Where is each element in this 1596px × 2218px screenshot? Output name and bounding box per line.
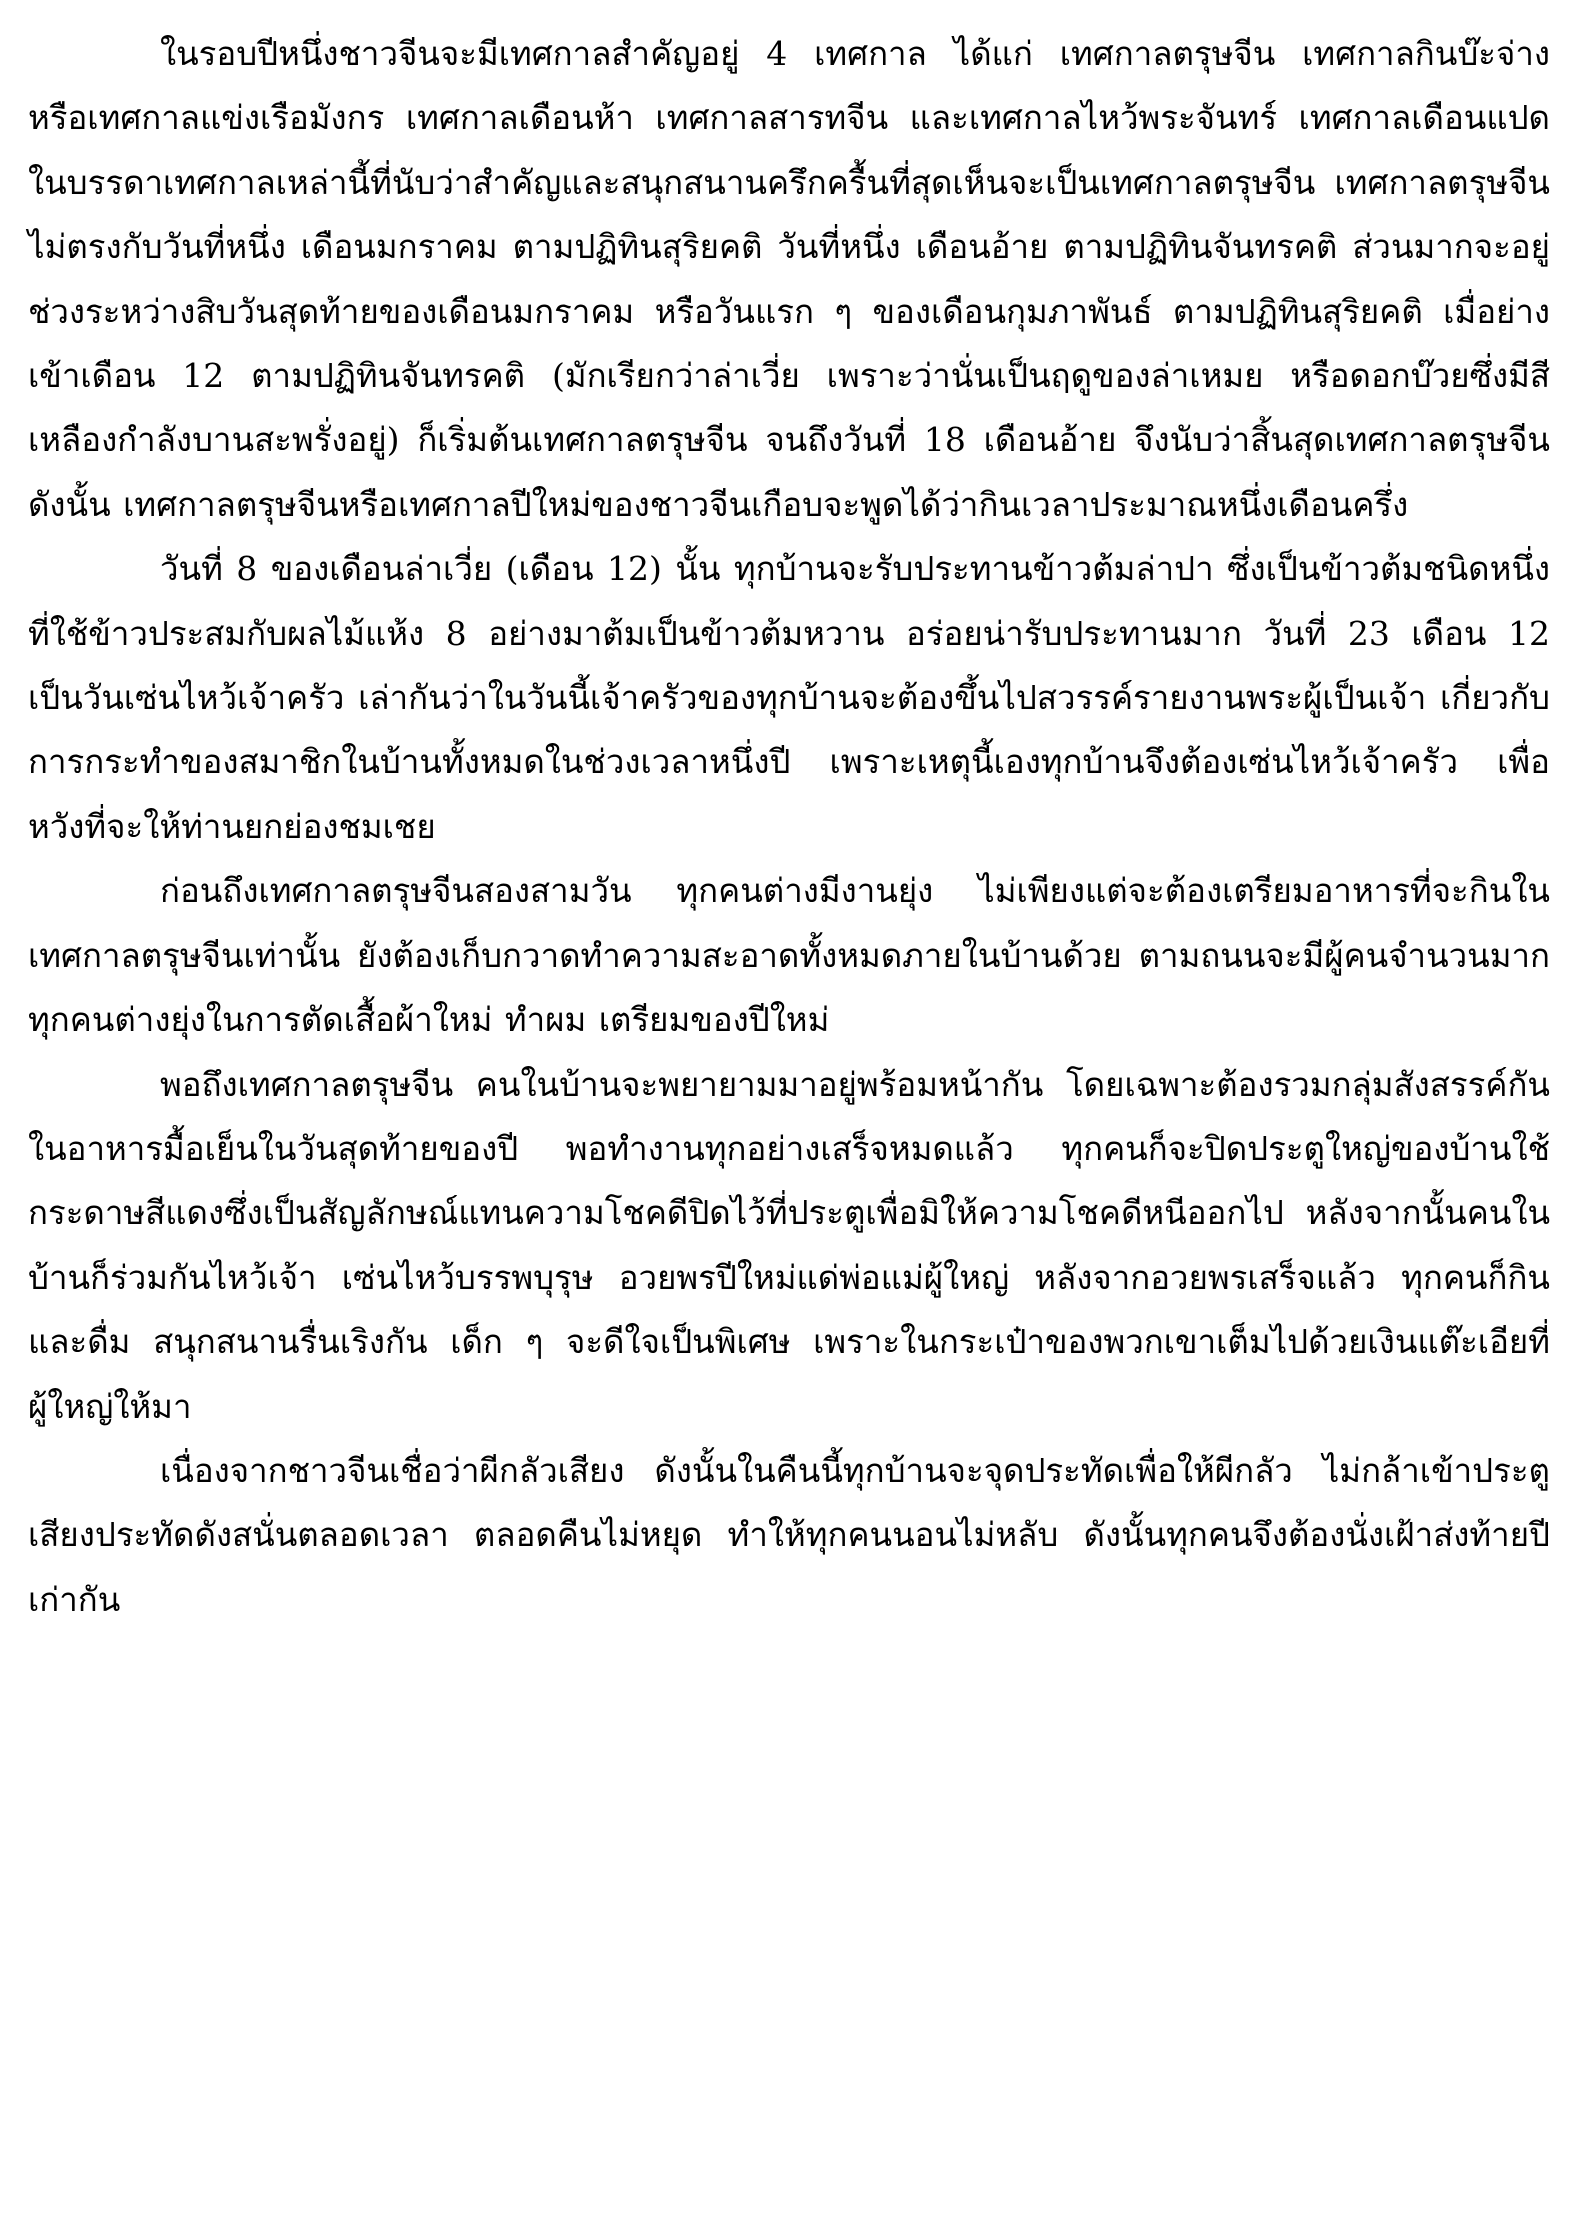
paragraph-laba-and-kitchen-god: วันที่ 8 ของเดือนล่าเวี่ย (เดือน 12) นั้น ทุกบ้านจะรับประทานข้าวต้มล่าปา ซึ่งเป็นข้าวต้มชนิดหนึ่งที่ใช้ข้าวประสมกับผลไม้แห้ง 8 อย่างมาต้มเป็นข้าวต้มหวาน อร่อยน่ารับประทานมาก วันที่ 23 เดือน 12 เป็นวันเซ่นไหว้เจ้าครัว เล่ากันว่าในวันนี้เจ้าครัวของทุกบ้านจะต้องขึ้นไปสวรรค์รายงานพระผู้เป็นเจ้า เกี่ยวกับการกระทำของสมาชิกในบ้านทั้งหมดในช่วงเวลาหนึ่งปี เพราะเหตุนี้เองทุกบ้านจึงต้องเซ่นไหว้เจ้าครัว เพื่อหวังที่จะให้ท่านยกย่องชมเชย: [28, 549, 1550, 846]
paragraph-chinese-festivals: ในรอบปีหนึ่งชาวจีนจะมีเทศกาลสำคัญอยู่ 4 เทศกาล ได้แก่ เทศกาลตรุษจีน เทศกาลกินบ๊ะจ่าง หรือเทศกาลแข่งเรือมังกร เทศกาลเดือนห้า เทศกาลสารทจีน และเทศกาลไหว้พระจันทร์ เทศกาลเดือนแปด ในบรรดาเทศกาลเหล่านี้ที่นับว่าสำคัญและสนุกสนานครึกครื้นที่สุดเห็นจะเป็นเทศกาลตรุษจีน เทศกาลตรุษจีนไม่ตรงกับวันที่หนึ่ง เดือนมกราคม ตามปฏิทินสุริยคติ วันที่หนึ่ง เดือนอ้าย ตามปฏิทินจันทรคติ ส่วนมากจะอยู่ช่วงระหว่างสิบวันสุดท้ายของเดือนมกราคม หรือวันแรก ๆ ของเดือนกุมภาพันธ์ ตามปฏิทินสุริยคติ เมื่อย่างเข้าเดือน 12 ตามปฏิทินจันทรคติ (มักเรียกว่าล่าเวี่ย เพราะว่านั่นเป็นฤดูของล่าเหมย หรือดอกบ๊วยซึ่งมีสีเหลืองกำลังบานสะพรั่งอยู่) ก็เริ่มต้นเทศกาลตรุษจีน จนถึงวันที่ 18 เดือนอ้าย จึงนับว่าสิ้นสุดเทศกาลตรุษจีน ดังนั้น เทศกาลตรุษจีนหรือเทศกาลปีใหม่ของชาวจีนเกือบจะพูดได้ว่ากินเวลาประมาณหนึ่งเดือนครึ่ง: [28, 34, 1550, 524]
paragraph-firecrackers: เนื่องจากชาวจีนเชื่อว่าผีกลัวเสียง ดังนั้นในคืนนี้ทุกบ้านจะจุดประทัดเพื่อให้ผีกลัว ไม่กล้าเข้าประตู เสียงประทัดดังสนั่นตลอดเวลา ตลอดคืนไม่หยุด ทำให้ทุกคนนอนไม่หลับ ดังนั้นทุกคนจึงต้องนั่งเฝ้าส่งท้ายปีเก่ากัน: [28, 1450, 1550, 1619]
paragraph-new-years-eve: พอถึงเทศกาลตรุษจีน คนในบ้านจะพยายามมาอยู่พร้อมหน้ากัน โดยเฉพาะต้องรวมกลุ่มสังสรรค์กันในอาหารมื้อเย็นในวันสุดท้ายของปี พอทำงานทุกอย่างเสร็จหมดแล้ว ทุกคนก็จะปิดประตูใหญ่ของบ้านใช้กระดาษสีแดงซึ่งเป็นสัญลักษณ์แทนความโชคดีปิดไว้ที่ประตูเพื่อมิให้ความโชคดีหนีออกไป หลังจากนั้นคนในบ้านก็ร่วมกันไหว้เจ้า เซ่นไหว้บรรพบุรุษ อวยพรปีใหม่แด่พ่อแม่ผู้ใหญ่ หลังจากอวยพรเสร็จแล้ว ทุกคนก็กินและดื่ม สนุกสนานรื่นเริงกัน เด็ก ๆ จะดีใจเป็นพิเศษ เพราะในกระเป๋าของพวกเขาเต็มไปด้วยเงินแต๊ะเอียที่ผู้ใหญ่ให้มา: [28, 1064, 1550, 1426]
paragraph-preparations: ก่อนถึงเทศกาลตรุษจีนสองสามวัน ทุกคนต่างมีงานยุ่ง ไม่เพียงแต่จะต้องเตรียมอาหารที่จะกินในเทศกาลตรุษจีนเท่านั้น ยังต้องเก็บกวาดทำความสะอาดทั้งหมดภายในบ้านด้วย ตามถนนจะมีผู้คนจำนวนมาก ทุกคนต่างยุ่งในการตัดเสื้อผ้าใหม่ ทำผม เตรียมของปีใหม่: [28, 871, 1550, 1040]
document-page: [28, 22, 1550, 1632]
